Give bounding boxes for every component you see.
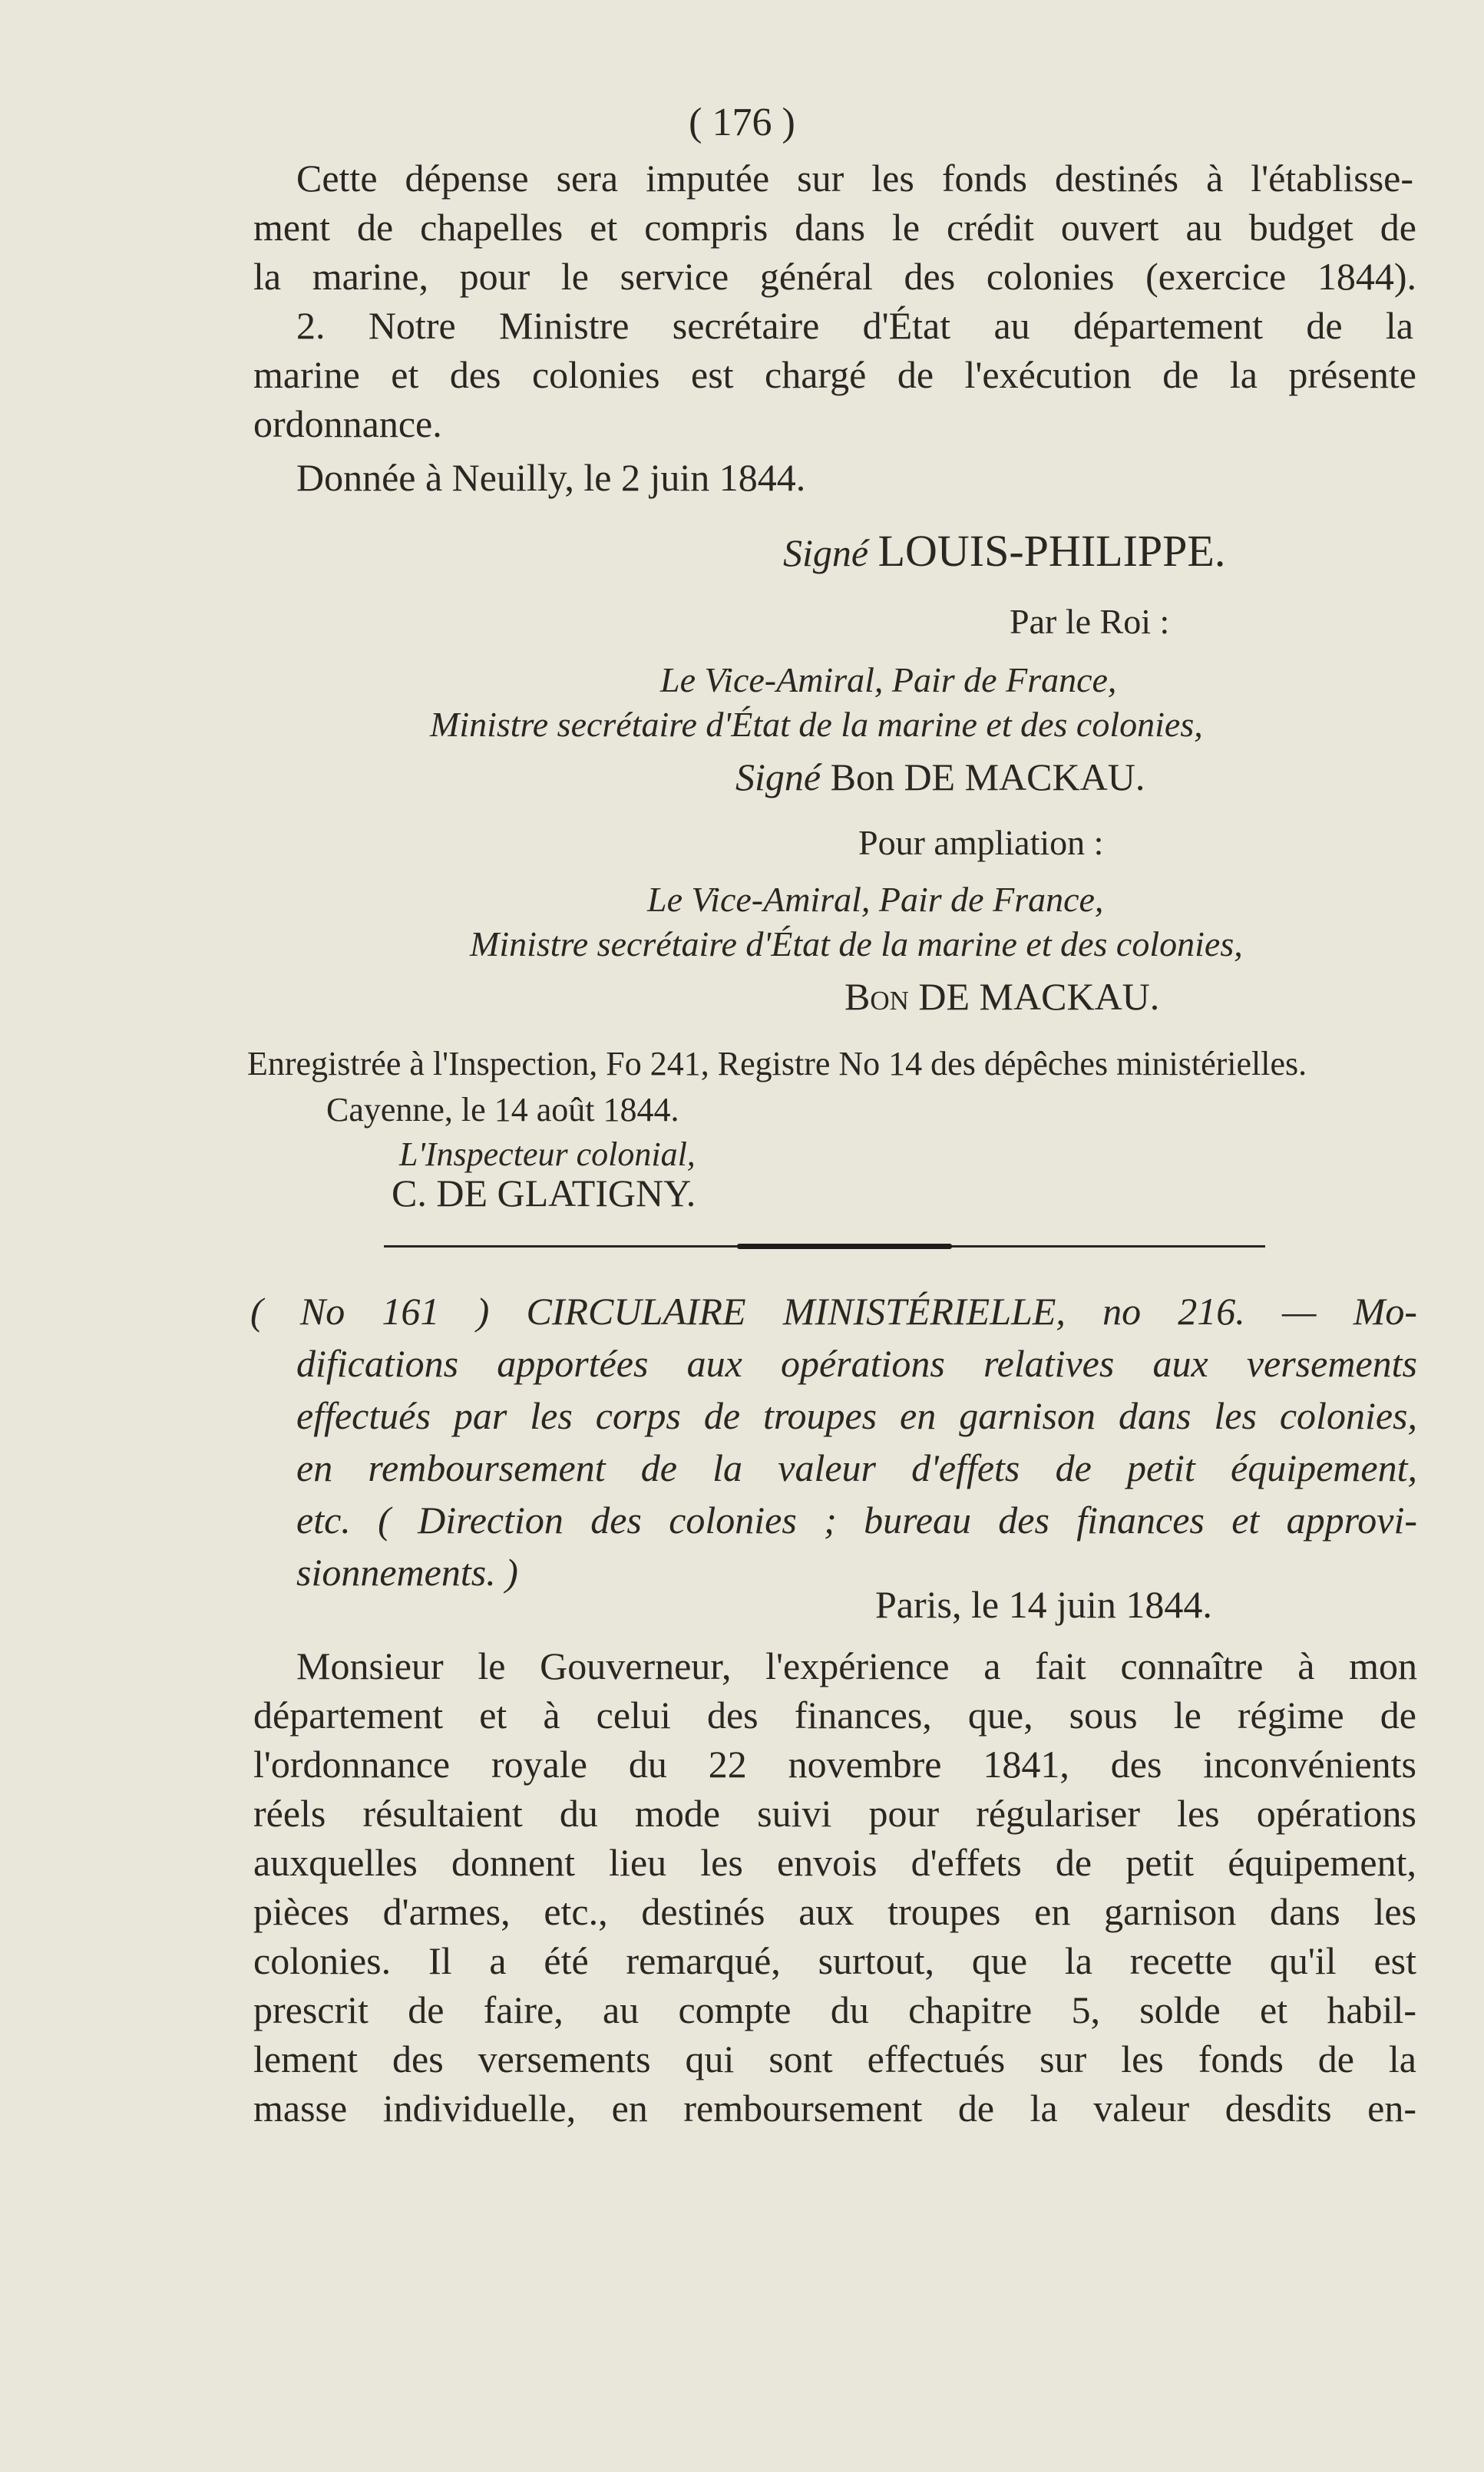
inspector-title: L'Inspecteur colonial, bbox=[399, 1135, 696, 1173]
signature-block-2 bbox=[735, 752, 1145, 801]
minister-title: Ministre secrétaire d'État de la marine et des colonies, bbox=[430, 705, 1203, 744]
name-mackau: Bon DE MACKAU. bbox=[844, 975, 1160, 1018]
circular-title-line: effectués par les corps de troupes en garnison dans les colonies, bbox=[296, 1394, 1417, 1437]
decree-line: 2. Notre Ministre secrétaire d'État au département de la bbox=[296, 304, 1413, 347]
body-line: l'ordonnance royale du 22 novembre 1841, des inconvénients bbox=[253, 1743, 1416, 1786]
body-line: masse individuelle, en remboursement de la valeur desdits en- bbox=[253, 2087, 1416, 2130]
ampliation: Pour ampliation : bbox=[858, 823, 1104, 862]
cayenne-date: Cayenne, le 14 août 1844. bbox=[326, 1091, 679, 1129]
body-line: réels résultaient du mode suivi pour régulariser les opérations bbox=[253, 1792, 1416, 1835]
signed-word: Signé bbox=[783, 531, 869, 574]
vice-admiral-title: Le Vice-Amiral, Pair de France, bbox=[660, 660, 1117, 699]
minister-title-2: Ministre secrétaire d'État de la marine et des colonies, bbox=[470, 924, 1243, 963]
circular-title-line: sionnements. ) bbox=[296, 1551, 518, 1594]
circular-title-line: difications apportées aux opérations relatives aux versements bbox=[296, 1342, 1417, 1385]
body-line: lement des versements qui sont effectués sur les fonds de la bbox=[253, 2037, 1416, 2080]
registration-note: Enregistrée à l'Inspection, Fo 241, Registre No 14 des dépêches ministérielles. bbox=[247, 1045, 1307, 1082]
decree-line: ment de chapelles et compris dans le crédit ouvert au budget de bbox=[253, 206, 1416, 249]
page-number: ( 176 ) bbox=[689, 101, 795, 144]
body-line: département et à celui des finances, que, sous le régime de bbox=[253, 1694, 1416, 1737]
circular-title-line: ( No 161 ) CIRCULAIRE MINISTÉRIELLE, no 216. — Mo- bbox=[250, 1290, 1417, 1333]
body-line: Monsieur le Gouverneur, l'expérience a fait connaître à mon bbox=[296, 1644, 1417, 1687]
place-date: Paris, le 14 juin 1844. bbox=[875, 1583, 1212, 1626]
circular-title-line: en remboursement de la valeur d'effets de petit équipement, bbox=[296, 1446, 1417, 1489]
decree-line: la marine, pour le service général des colonies (exercice 1844). bbox=[253, 255, 1416, 298]
decree-line: marine et des colonies est chargé de l'exécution de la présente bbox=[253, 353, 1416, 396]
signed-name: LOUIS-PHILIPPE. bbox=[878, 526, 1226, 576]
given-at: Donnée à Neuilly, le 2 juin 1844. bbox=[296, 456, 806, 499]
decree-line: Cette dépense sera imputée sur les fonds destinés à l'établisse- bbox=[296, 157, 1413, 200]
signed-name-2: Bon DE MACKAU. bbox=[830, 755, 1145, 798]
circular-title-line: etc. ( Direction des colonies ; bureau des finances et approvi- bbox=[296, 1499, 1417, 1542]
body-line: auxquelles donnent lieu les envois d'effets de petit équipement, bbox=[253, 1841, 1416, 1884]
section-divider-center bbox=[737, 1244, 952, 1249]
body-line: pièces d'armes, etc., destinés aux troupes en garnison dans les bbox=[253, 1890, 1416, 1933]
by-king: Par le Roi : bbox=[1010, 602, 1170, 641]
signed-word-2: Signé bbox=[735, 755, 821, 798]
signature-block bbox=[783, 527, 1225, 577]
inspector-name: C. DE GLATIGNY. bbox=[392, 1172, 696, 1215]
body-line: colonies. Il a été remarqué, surtout, que la recette qu'il est bbox=[253, 1939, 1416, 1982]
body-line: prescrit de faire, au compte du chapitre 5, solde et habil- bbox=[253, 1988, 1416, 2031]
vice-admiral-title-2: Le Vice-Amiral, Pair de France, bbox=[647, 880, 1104, 919]
decree-line: ordonnance. bbox=[253, 402, 442, 445]
